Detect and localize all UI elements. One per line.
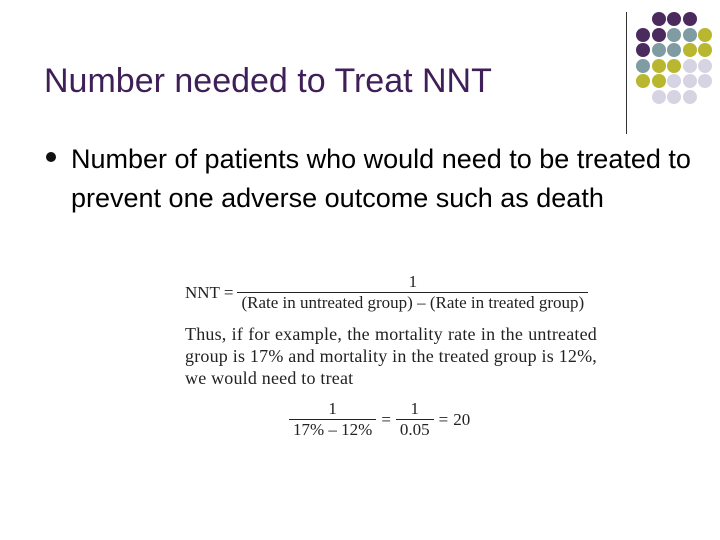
decorative-dot [667,12,681,26]
decorative-dot [636,43,650,57]
calc-fraction-2-numerator: 1 [410,399,420,418]
decorative-dot [652,12,666,26]
nnt-numerator: 1 [408,272,418,291]
equals-sign-2: = [438,409,449,429]
decorative-dot [652,90,666,104]
decorative-dot [683,59,697,73]
decorative-dot [683,43,697,57]
equals-sign-1: = [381,409,391,429]
decorative-dot [683,90,697,104]
decorative-dot [698,59,712,73]
calc-fraction-1 [289,399,376,440]
nnt-fraction [237,272,588,313]
decorative-dot [652,43,666,57]
decorative-dot [698,74,712,88]
decorative-dot [667,90,681,104]
decorative-dot [667,43,681,57]
calc-fraction-2-denominator: 0.05 [396,419,434,440]
calc-result: 20 [453,409,471,429]
decorative-dot [667,59,681,73]
bullet-text: Number of patients who would need to be treated to prevent one adverse outcome such as death [71,144,691,213]
slide-title: Number needed to Treat NNT [44,62,492,100]
decorative-dot [636,28,650,42]
nnt-formula-figure [185,272,615,440]
decorative-dot [667,28,681,42]
decorative-dot [652,28,666,42]
calc-fraction-1-denominator: 17% – 12% [289,419,376,440]
decorative-dot [652,74,666,88]
example-calculation [289,399,615,440]
calc-fraction-1-numerator: 1 [328,399,337,418]
bullet-dot [46,152,56,162]
decorative-dot [652,59,666,73]
nnt-denominator: (Rate in untreated group) – (Rate in treated group) [237,292,588,313]
divider-line [626,12,627,134]
decorative-dot [698,43,712,57]
nnt-definition [185,272,615,313]
decorative-dot [667,74,681,88]
calc-fraction-2 [396,399,434,440]
decorative-dot [683,12,697,26]
decorative-dot [683,28,697,42]
example-paragraph: Thus, if for example, the mortality rate in the untreated group is 17% and mortality in the treated group is 12%, we would need to treat [185,324,597,388]
decorative-dot [698,28,712,42]
decorative-dot [636,59,650,73]
nnt-lhs: NNT = [185,282,234,302]
decorative-dot [636,74,650,88]
decorative-dot [683,74,697,88]
